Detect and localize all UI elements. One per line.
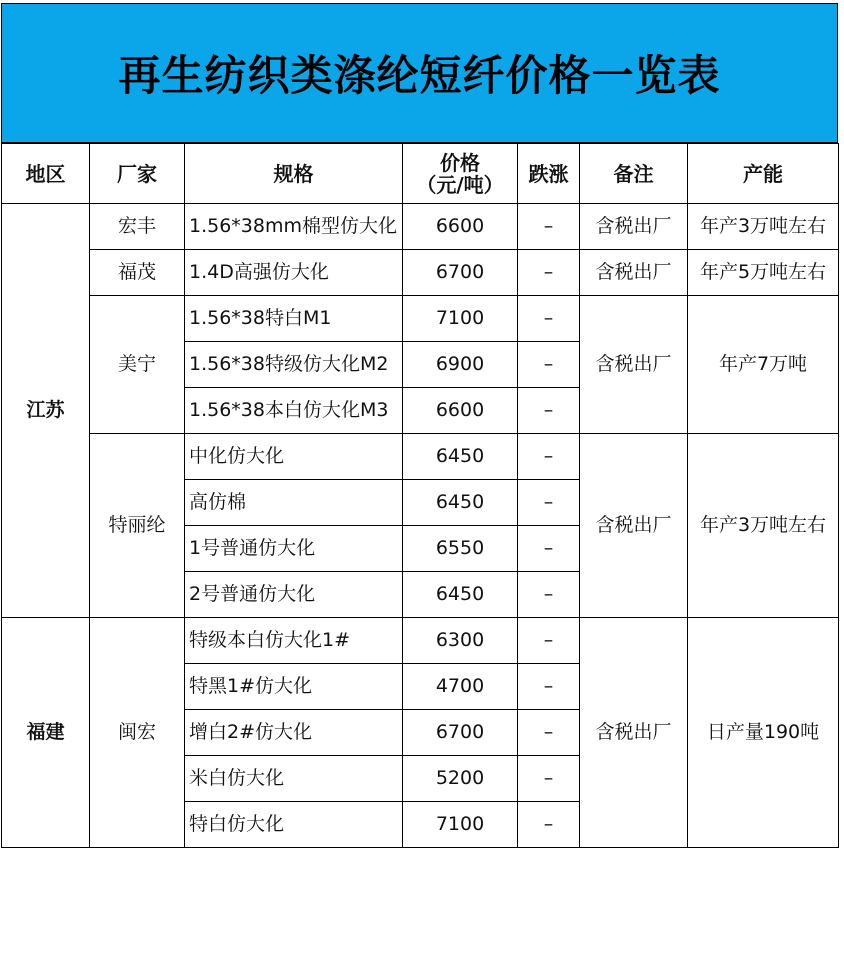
capacity-cell: 年产5万吨左右 xyxy=(688,250,839,296)
capacity-cell: 年产3万吨左右 xyxy=(688,204,839,250)
change-cell: – xyxy=(518,664,580,710)
change-cell: – xyxy=(518,388,580,434)
change-cell: – xyxy=(518,342,580,388)
title-banner xyxy=(1,3,838,143)
table-row xyxy=(2,296,839,342)
price-cell: 4700 xyxy=(403,664,518,710)
price-cell: 6450 xyxy=(403,572,518,618)
spec-cell: 1.4D高强仿大化 xyxy=(185,250,403,296)
spec-cell: 特黑1#仿大化 xyxy=(185,664,403,710)
spec-cell: 1.56*38本白仿大化M3 xyxy=(185,388,403,434)
header-price xyxy=(403,144,518,204)
page-title: 再生纺织类涤纶短纤价格一览表 xyxy=(118,51,721,100)
header-price-unit: （元/吨） xyxy=(416,172,504,197)
change-cell: – xyxy=(518,618,580,664)
note-cell: 含税出厂 xyxy=(580,204,688,250)
price-cell: 6600 xyxy=(403,204,518,250)
maker-cell: 宏丰 xyxy=(90,204,185,250)
change-cell: – xyxy=(518,250,580,296)
price-cell: 5200 xyxy=(403,756,518,802)
header-price-label: 价格 xyxy=(440,150,480,175)
maker-cell: 美宁 xyxy=(90,296,185,434)
change-cell: – xyxy=(518,526,580,572)
header-note: 备注 xyxy=(580,144,688,204)
change-cell: – xyxy=(518,710,580,756)
change-cell: – xyxy=(518,480,580,526)
capacity-cell: 年产7万吨 xyxy=(688,296,839,434)
spec-cell: 1.56*38mm棉型仿大化 xyxy=(185,204,403,250)
header-maker: 厂家 xyxy=(90,144,185,204)
spec-cell: 中化仿大化 xyxy=(185,434,403,480)
change-cell: – xyxy=(518,434,580,480)
price-cell: 7100 xyxy=(403,296,518,342)
price-cell: 6300 xyxy=(403,618,518,664)
table-row xyxy=(2,618,839,664)
region-cell-jiangsu: 江苏 xyxy=(2,204,90,618)
capacity-cell: 日产量190吨 xyxy=(688,618,839,848)
note-cell: 含税出厂 xyxy=(580,296,688,434)
maker-cell: 闽宏 xyxy=(90,618,185,848)
change-cell: – xyxy=(518,204,580,250)
table-row xyxy=(2,434,839,480)
spec-cell: 1号普通仿大化 xyxy=(185,526,403,572)
spec-cell: 特白仿大化 xyxy=(185,802,403,848)
spec-cell: 米白仿大化 xyxy=(185,756,403,802)
price-table xyxy=(1,143,839,848)
capacity-cell: 年产3万吨左右 xyxy=(688,434,839,618)
price-cell: 6700 xyxy=(403,250,518,296)
spec-cell: 特级本白仿大化1# xyxy=(185,618,403,664)
note-cell: 含税出厂 xyxy=(580,434,688,618)
header-row xyxy=(2,144,839,204)
price-cell: 6900 xyxy=(403,342,518,388)
price-cell: 6700 xyxy=(403,710,518,756)
header-change: 跌涨 xyxy=(518,144,580,204)
table-row xyxy=(2,204,839,250)
price-cell: 6550 xyxy=(403,526,518,572)
change-cell: – xyxy=(518,296,580,342)
spec-cell: 1.56*38特级仿大化M2 xyxy=(185,342,403,388)
spec-cell: 增白2#仿大化 xyxy=(185,710,403,756)
price-cell: 7100 xyxy=(403,802,518,848)
spec-cell: 高仿棉 xyxy=(185,480,403,526)
header-capacity: 产能 xyxy=(688,144,839,204)
maker-cell: 福茂 xyxy=(90,250,185,296)
spec-cell: 1.56*38特白M1 xyxy=(185,296,403,342)
table-row xyxy=(2,250,839,296)
change-cell: – xyxy=(518,572,580,618)
price-cell: 6450 xyxy=(403,434,518,480)
note-cell: 含税出厂 xyxy=(580,250,688,296)
region-cell-fujian: 福建 xyxy=(2,618,90,848)
price-cell: 6600 xyxy=(403,388,518,434)
maker-cell: 特丽纶 xyxy=(90,434,185,618)
change-cell: – xyxy=(518,756,580,802)
spec-cell: 2号普通仿大化 xyxy=(185,572,403,618)
header-spec: 规格 xyxy=(185,144,403,204)
price-cell: 6450 xyxy=(403,480,518,526)
change-cell: – xyxy=(518,802,580,848)
header-region: 地区 xyxy=(2,144,90,204)
note-cell: 含税出厂 xyxy=(580,618,688,848)
